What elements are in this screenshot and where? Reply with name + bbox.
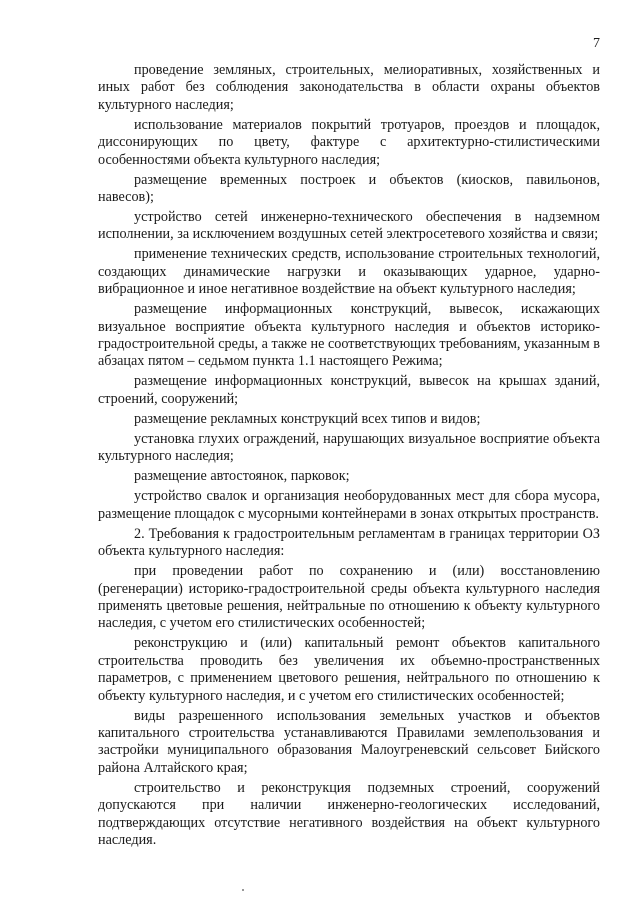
scan-speck xyxy=(242,889,244,891)
paragraph-2: использование материалов покрытий тротуаров, проездов и площадок, диссонирующих по цвету, фактуре с архитектурно-стилистическими особенностями объекта культурного наследия; xyxy=(98,116,600,168)
paragraph-3: размещение временных построек и объектов (киосков, павильонов, навесов); xyxy=(98,171,600,206)
paragraph-8: размещение рекламных конструкций всех типов и видов; xyxy=(134,410,481,427)
page-number: 7 xyxy=(593,36,600,51)
document-body xyxy=(98,62,600,852)
section-heading-2: 2. Требования к градостроительным регламентам в границах территории ОЗ объекта культурного наследия: xyxy=(98,525,600,560)
paragraph-7: размещение информационных конструкций, вывесок на крышах зданий, строений, сооружений; xyxy=(98,373,600,407)
paragraph-4: устройство сетей инженерно-технического обеспечения в надземном исполнении, за исключением воздушных сетей электросетевого хозяйства и связи; xyxy=(98,209,600,243)
paragraph-9: установка глухих ограждений, нарушающих визуальное восприятие объекта культурного наследия; xyxy=(98,430,600,465)
paragraph-6: размещение информационных конструкций, вывесок, искажающих визуальное восприятие объекта культурного наследия и объектов историко-градостроительной среды, а также не соответствующих требованиям, указанным в абзацах пятом – седьмом пункта 1.1 настоящего Режима; xyxy=(98,301,600,370)
paragraph-10: размещение автостоянок, парковок; xyxy=(134,468,350,485)
paragraph-16: строительство и реконструкция подземных строений, сооружений допускаются при наличии инженерно-геологических исследований, подтверждающих отсутствие негативного воздействия на объект культурного наследия. xyxy=(98,779,600,848)
paragraph-11: устройство свалок и организация необорудованных мест для сбора мусора, размещение площадок с мусорными контейнерами в зонах открытых пространств. xyxy=(98,488,600,522)
paragraph-15: виды разрешенного использования земельных участков и объектов капитального строительства устанавливаются Правилами землепользования и застройки муниципального образования Малоугреневский сельсовет Бийского района Алтайского края; xyxy=(98,707,600,776)
paragraph-14: реконструкцию и (или) капитальный ремонт объектов капитального строительства проводить без увеличения их объемно-пространственных параметров, с применением цветового решения, нейтрального по отношению к объекту культурного наследия, и с учетом его стилистических особенностей; xyxy=(98,635,600,704)
paragraph-13: при проведении работ по сохранению и (или) восстановлению (регенерации) историко-градостроительной среды объекта культурного наследия применять цветовые решения, нейтральные по отношению к объекту культурного наследия, с учетом его стилистических особенностей; xyxy=(98,563,600,632)
paragraph-5: применение технических средств, использование строительных технологий, создающих динамические нагрузки и оказывающих ударное, ударно-вибрационное и иное негативное воздействие на объект культурного наследия; xyxy=(98,246,600,298)
paragraph-1: проведение земляных, строительных, мелиоративных, хозяйственных и иных работ без соблюдения законодательства в области охраны объектов культурного наследия; xyxy=(98,62,600,113)
